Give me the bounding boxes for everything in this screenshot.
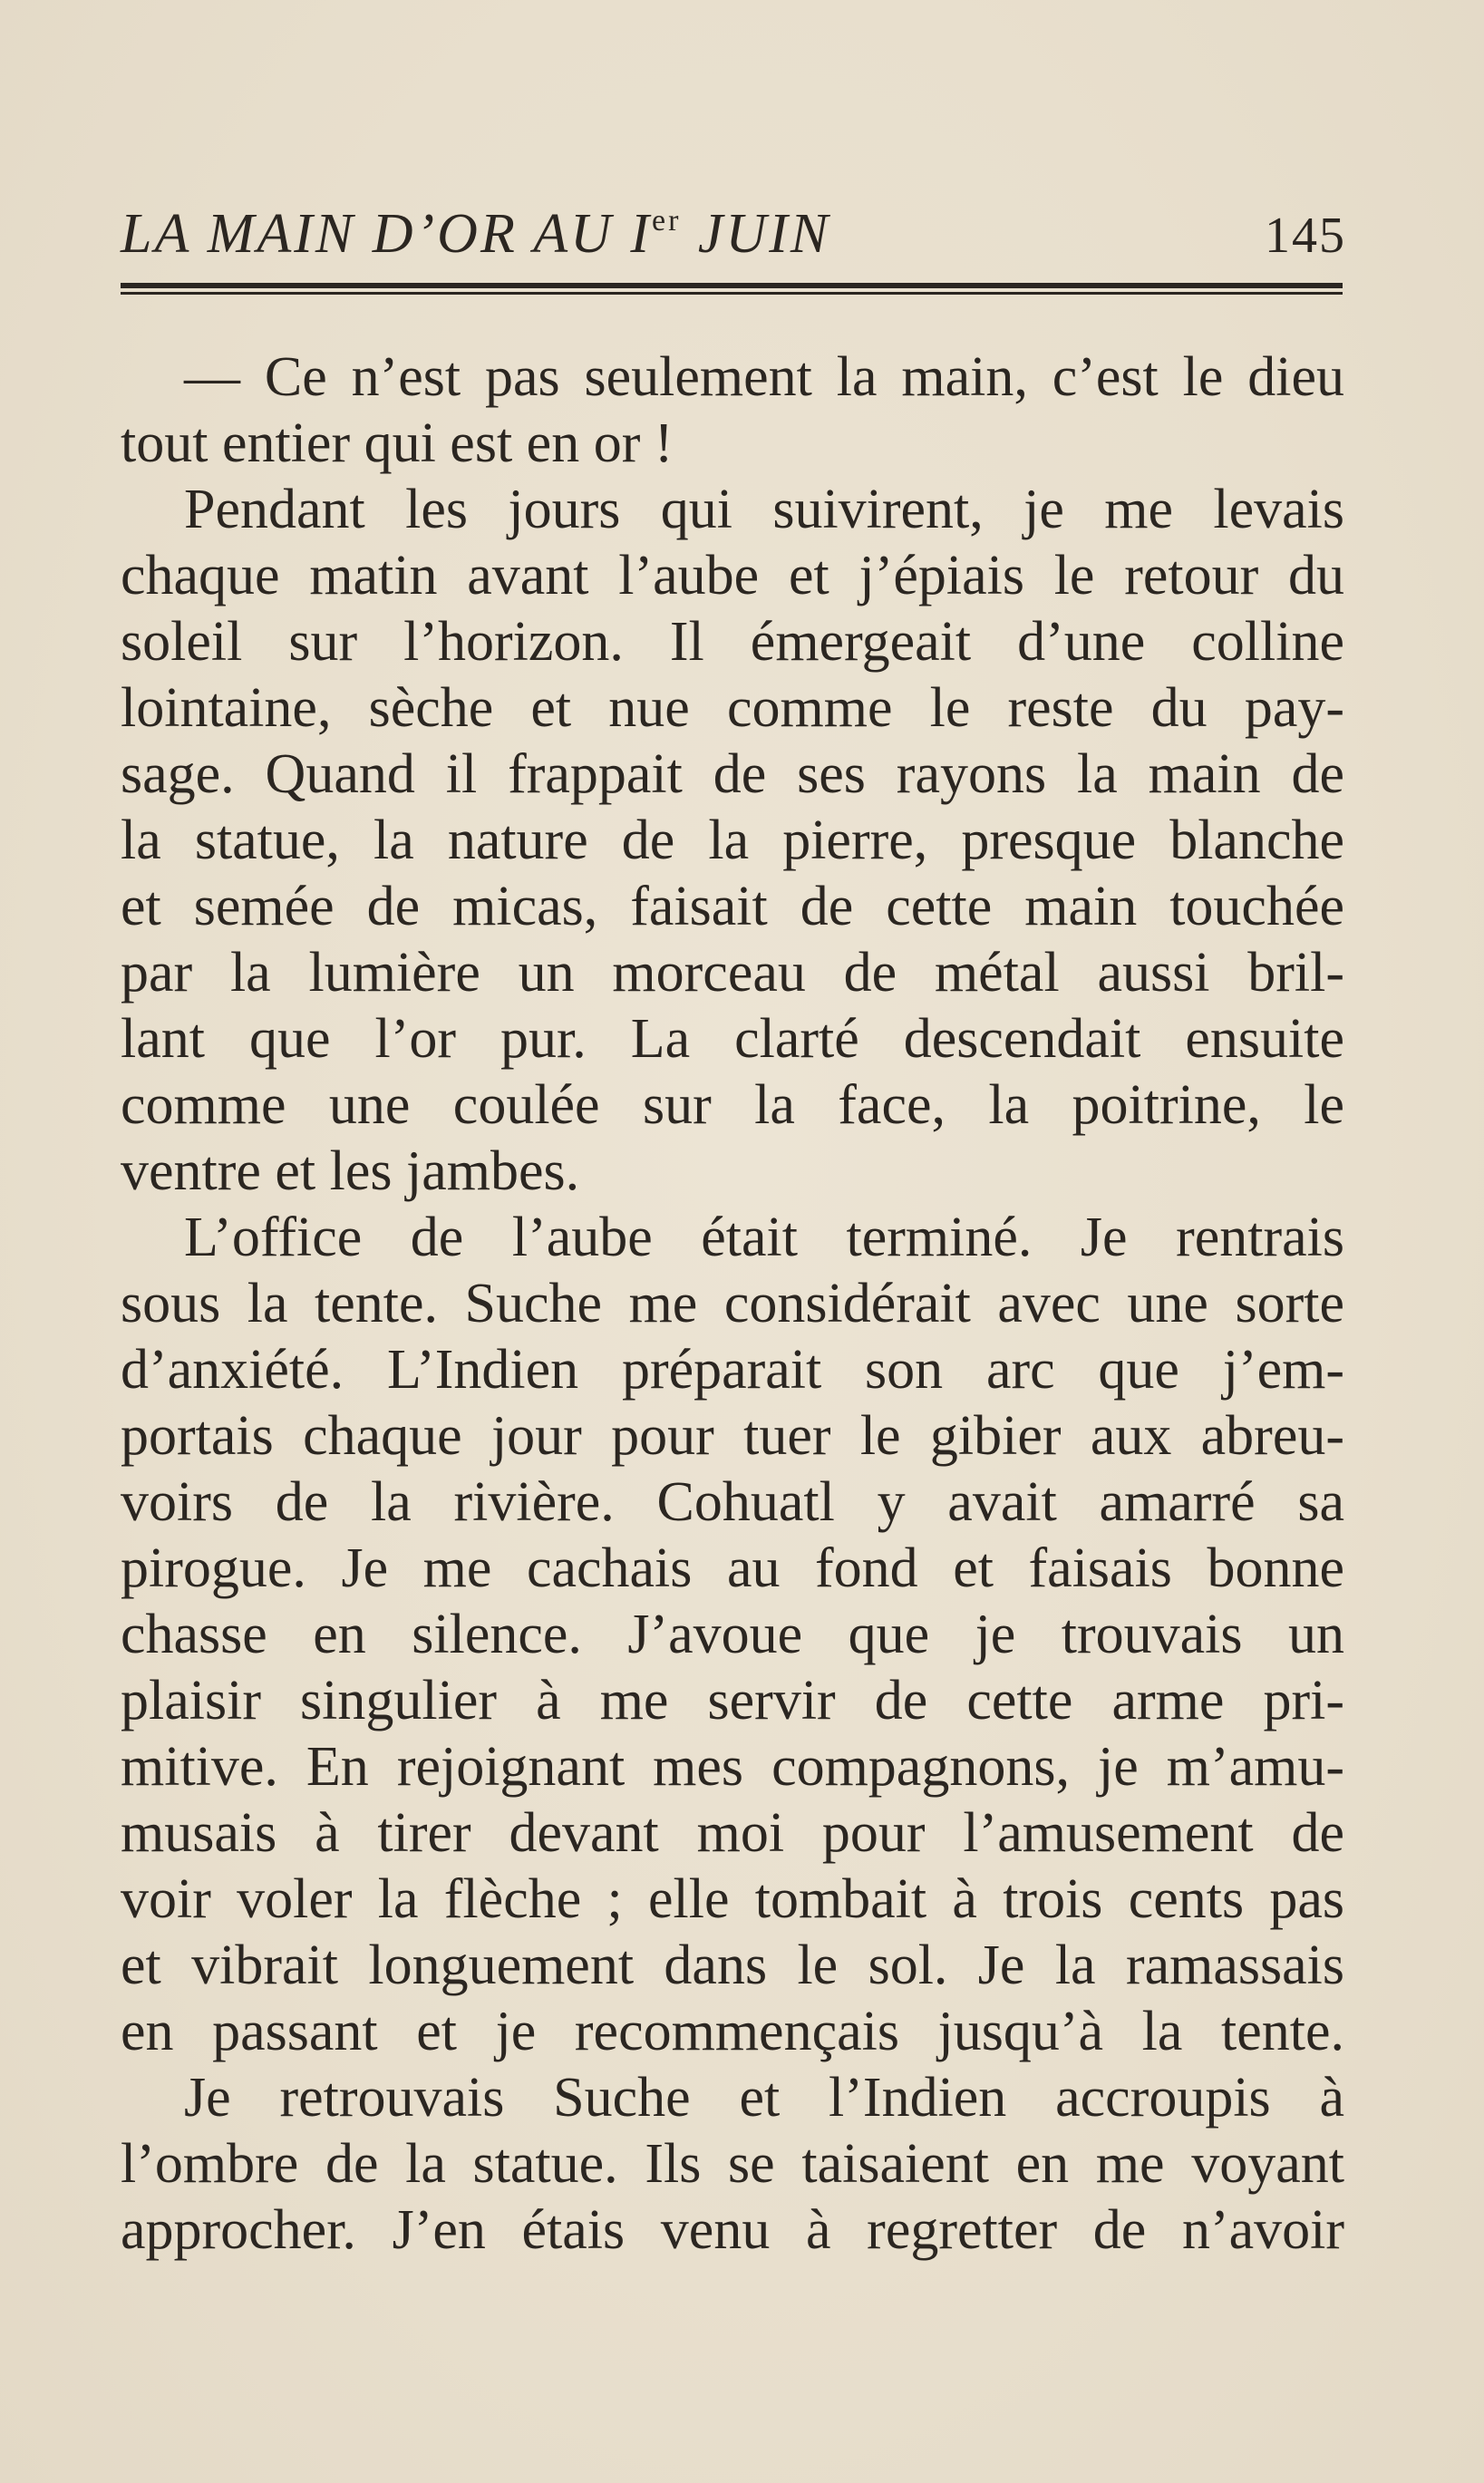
header-rule-thin — [121, 292, 1343, 295]
text-line: ventre et les jambes. — [121, 1140, 580, 1202]
text-line: d’anxiété. L’Indien préparait son arc que j’em- — [121, 1339, 1344, 1401]
running-title — [121, 198, 830, 270]
text-line: chaque matin avant l’aube et j’épiais le retour du — [121, 545, 1344, 606]
text-line: portais chaque jour pour tuer le gibier aux abreu- — [121, 1405, 1344, 1467]
header-rule-thick — [121, 283, 1343, 288]
running-head — [121, 198, 1346, 270]
text-line: plaisir singulier à me servir de cette arme pri- — [121, 1670, 1344, 1731]
text-line: en passant et je recommençais jusqu’à la tente. — [121, 2001, 1344, 2062]
text-line: mitive. En rejoignant mes compagnons, je m’amu- — [121, 1736, 1344, 1798]
text-line: comme une coulée sur la face, la poitrine, le — [121, 1074, 1344, 1136]
text-line: sous la tente. Suche me considérait avec une sorte — [121, 1273, 1344, 1334]
body-text — [121, 344, 1344, 2264]
text-line: Je retrouvais Suche et l’Indien accroupis à — [184, 2067, 1344, 2129]
text-line: voirs de la rivière. Cohuatl y avait amarré sa — [121, 1471, 1344, 1533]
text-line: sage. Quand il frappait de ses rayons la main de — [121, 743, 1344, 805]
text-line: lant que l’or pur. La clarté descendait ensuite — [121, 1008, 1344, 1070]
text-line: L’office de l’aube était terminé. Je rentrais — [184, 1207, 1344, 1268]
text-line: musais à tirer devant moi pour l’amusement de — [121, 1802, 1344, 1864]
running-title-end: JUIN — [681, 203, 831, 265]
text-line: par la lumière un morceau de métal aussi bril- — [121, 942, 1344, 1004]
text-line: pirogue. Je me cachais au fond et faisais bonne — [121, 1537, 1344, 1599]
text-line: tout entier qui est en or ! — [121, 412, 674, 474]
text-line: l’ombre de la statue. Ils se taisaient en me voyant — [121, 2133, 1344, 2195]
running-title-main: LA MAIN D’OR AU I — [121, 203, 652, 265]
page-number: 145 — [1265, 208, 1346, 264]
text-line: voir voler la flèche ; elle tombait à trois cents pas — [121, 1868, 1344, 1930]
text-line: lointaine, sèche et nue comme le reste du pay- — [121, 677, 1344, 739]
text-line: et semée de micas, faisait de cette main touchée — [121, 876, 1344, 937]
text-line: approcher. J’en étais venu à regretter de n’avoir — [121, 2199, 1344, 2261]
running-title-superscript: er — [652, 204, 682, 238]
text-line: soleil sur l’horizon. Il émergeait d’une colline — [121, 611, 1344, 673]
text-line: chasse en silence. J’avoue que je trouvais un — [121, 1604, 1344, 1665]
text-line: la statue, la nature de la pierre, presque blanche — [121, 810, 1344, 871]
text-line: Pendant les jours qui suivirent, je me levais — [184, 479, 1344, 540]
text-line: — Ce n’est pas seulement la main, c’est le dieu — [184, 346, 1344, 408]
text-line: et vibrait longuement dans le sol. Je la ramassais — [121, 1935, 1344, 1996]
